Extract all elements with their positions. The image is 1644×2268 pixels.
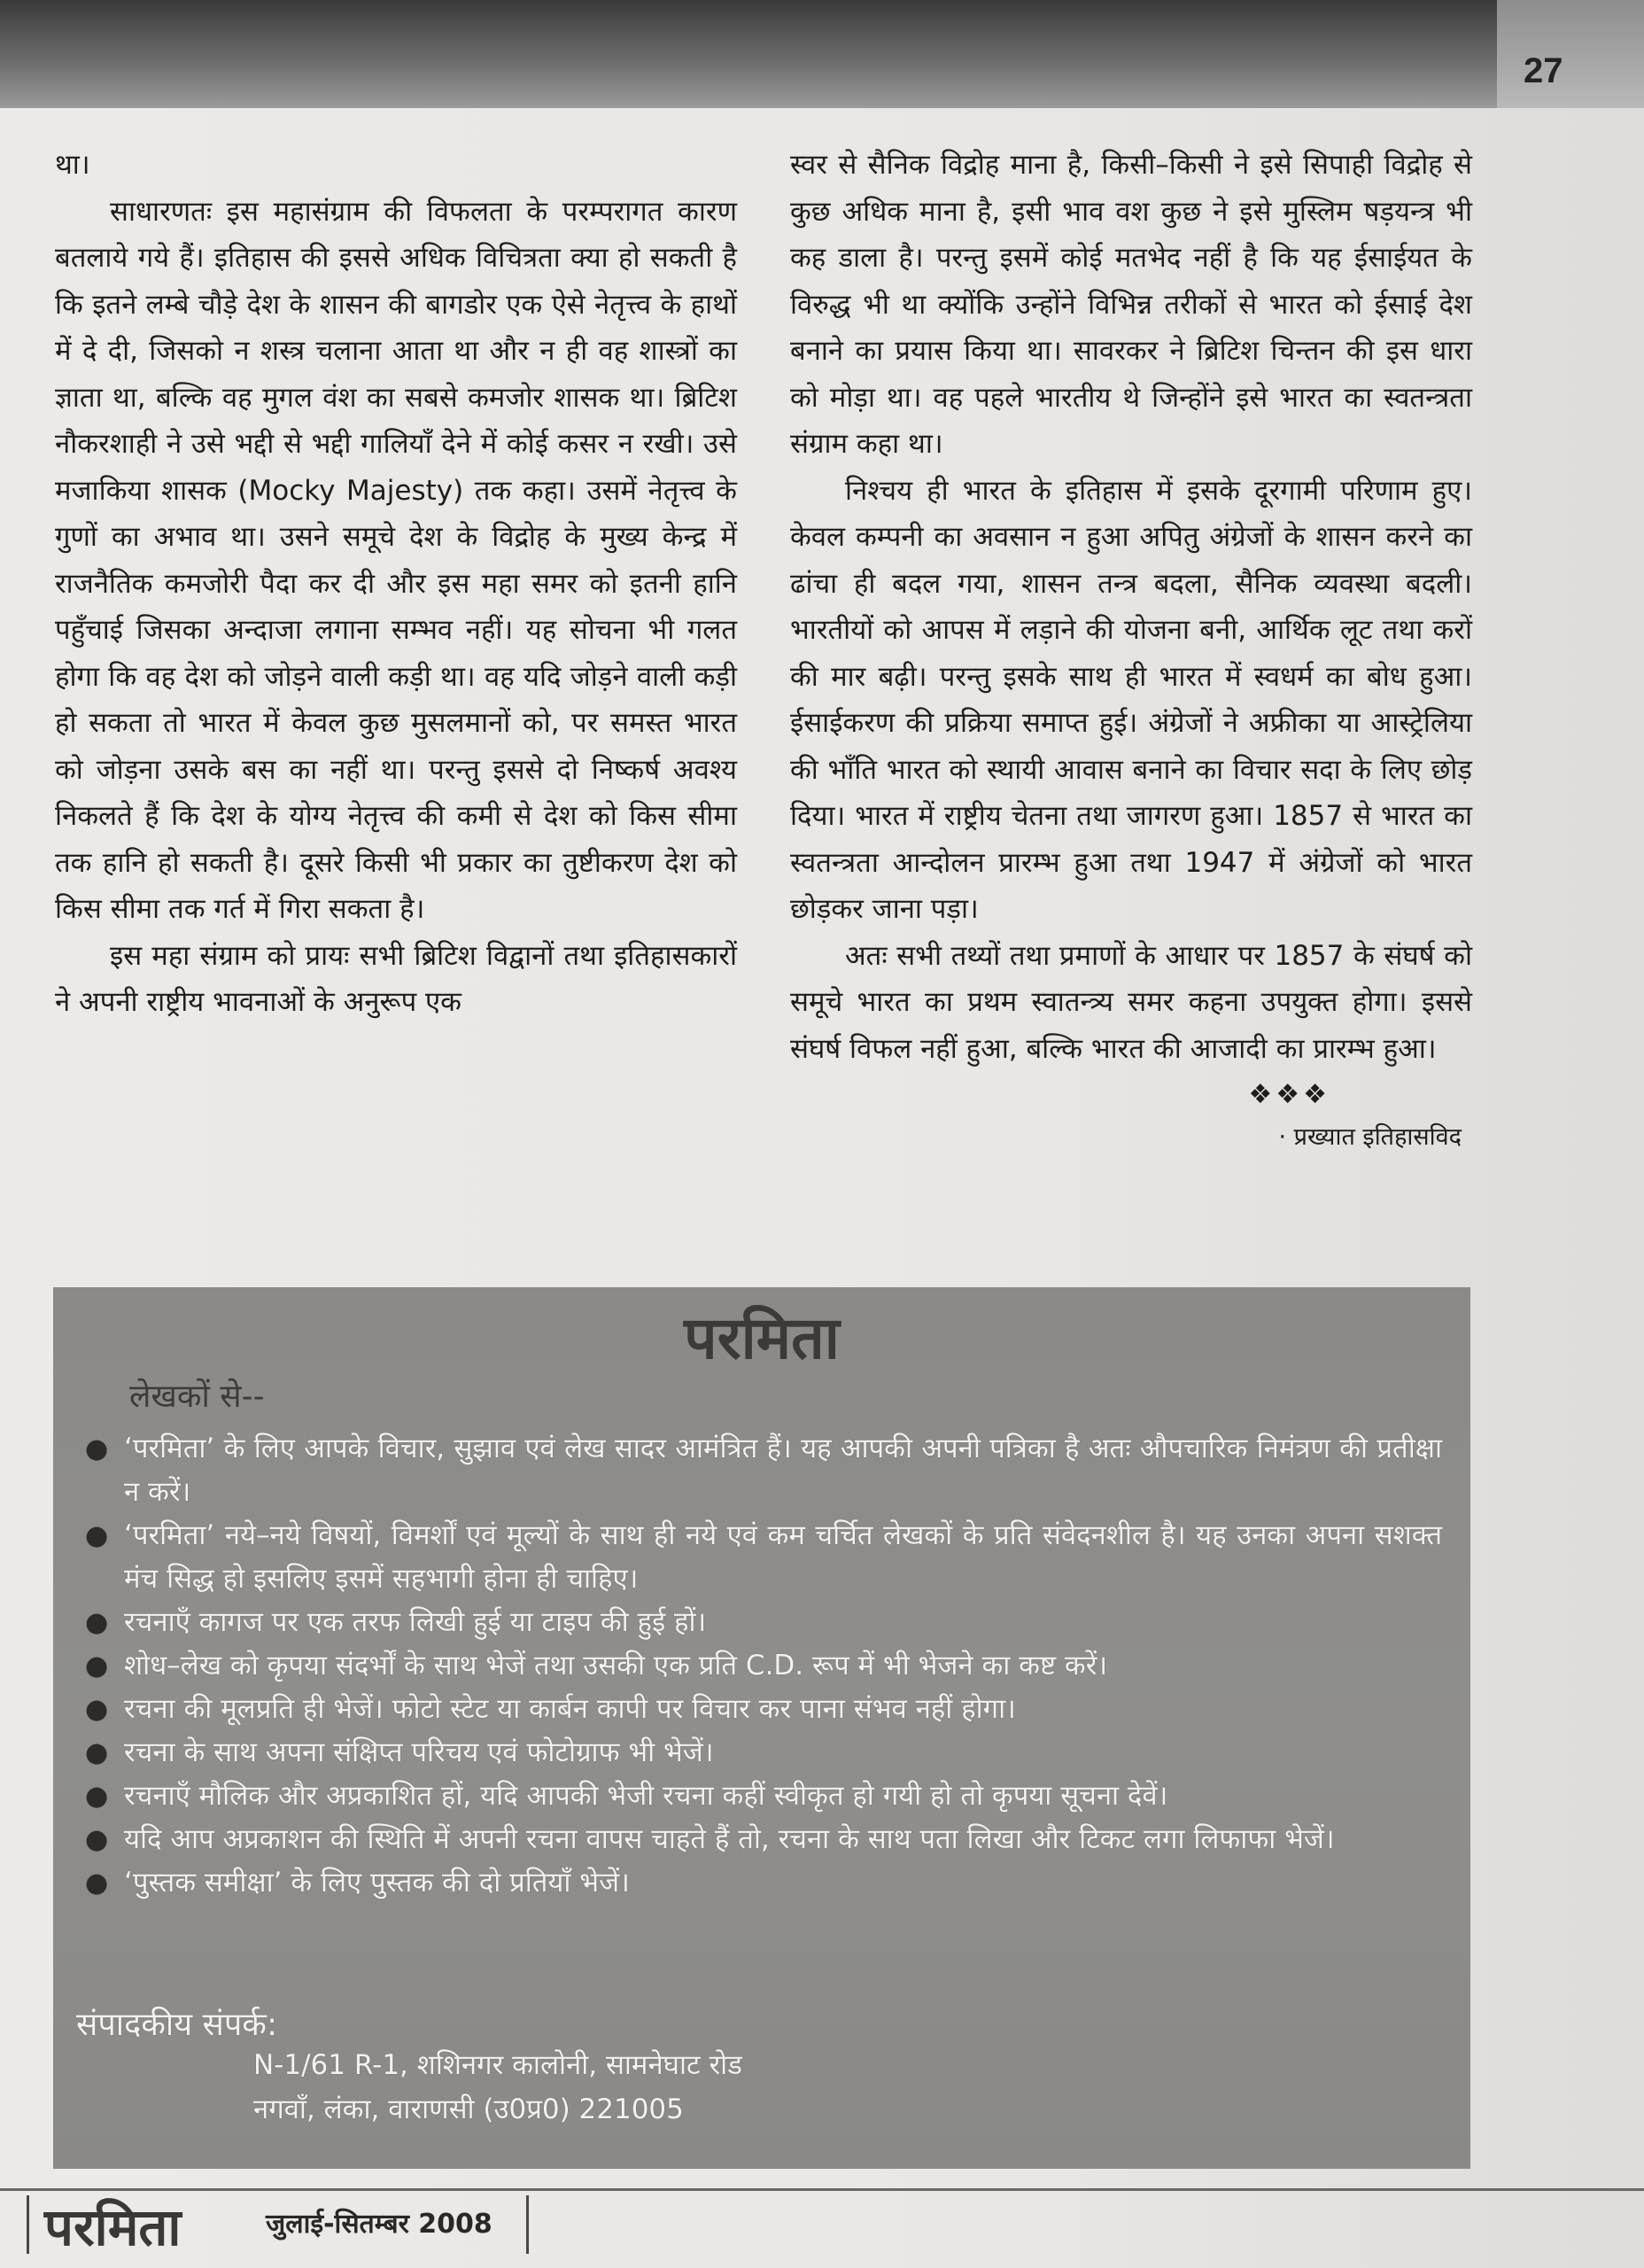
bullet-icon: ●	[85, 1824, 109, 1855]
bullet-icon: ●	[85, 1737, 109, 1768]
notice-subtitle: लेखकों से--	[129, 1379, 265, 1415]
article-left-column	[55, 142, 737, 1026]
bullet-icon: ●	[85, 1868, 109, 1899]
page-number-tab	[1497, 0, 1644, 108]
notice-title: परमिता	[684, 1303, 840, 1372]
call-for-submissions-box	[53, 1287, 1470, 2169]
author-attribution: · प्रख्यात इतिहासविद	[1278, 1123, 1462, 1151]
paragraph: साधारणतः इस महासंग्राम की विफलता के परम्परागत कारण बतलाये गये हैं। इतिहास की इससे अधिक विचित्रता क्या हो सकती है कि इतने लम्बे चौड़े देश के शासन की बागडोर एक ऐसे नेतृत्त्व के हाथों में दे दी, जिसको न शस्त्र चलाना आता था और न ही वह शास्त्रों का ज्ञाता था, बल्कि वह मुगल वंश का सबसे कमजोर शासक था। ब्रिटिश नौकरशाही ने उसे भद्दी से भद्दी गालियाँ देने में कोई कसर न रखी। उसे मजाकिया शासक (Mocky Majesty) तक कहा। उसमें नेतृत्त्व के गुणों का अभाव था। उसने समूचे देश के विद्रोह के मुख्य केन्द्र में राजनैतिक कमजोरी पैदा कर दी और इस महा समर को इतनी हानि पहुँचाई जिसका अन्दाजा लगाना सम्भव नहीं। यह सोचना भी गलत होगा कि वह देश को जोड़ने वाली कड़ी था। वह यदि जोड़ने वाली कड़ी हो सकता तो भारत में केवल कुछ मुसलमानों को, पर समस्त भारत को जोड़ना उसके बस का नहीं था। परन्तु इससे दो निष्कर्ष अवश्य निकलते हैं कि देश के योग्य नेतृत्त्व की कमी से देश को किस सीमा तक हानि हो सकती है। दूसरे किसी भी प्रकार का तुष्टीकरण देश को किस सीमा तक गर्त में गिरा सकता है।	[55, 195, 737, 925]
magazine-logo: परमिता	[44, 2197, 182, 2257]
paragraph-continuation: स्वर से सैनिक विद्रोह माना है, किसी–किसी ने इसे सिपाही विद्रोह से कुछ अधिक माना है, इसी भाव वश कुछ ने इसे मुस्लिम षड़यन्त्र भी कह डाला है। परन्तु इसमें कोई मतभेद नहीं है कि यह ईसाईयत के विरुद्ध भी था क्योंकि उन्होंने विभिन्न तरीकों से भारत को ईसाई देश बनाने का प्रयास किया था। सावरकर ने ब्रिटिश चिन्तन की इस धारा को मोड़ा था। वह पहले भारतीय थे जिन्होंने इसे भारत का स्वतन्त्रता संग्राम कहा था।	[790, 149, 1472, 460]
list-item: ● ‘परमिता’ के लिए आपके विचार, सुझाव एवं लेख सादर आमंत्रित हैं। यह आपकी अपनी पत्रिका है अतः औपचारिक निमंत्रण की प्रतीक्षा न करें।	[78, 1427, 1442, 1514]
bullet-icon: ●	[85, 1651, 109, 1682]
bullet-icon: ●	[85, 1433, 109, 1464]
bullet-icon: ●	[85, 1520, 109, 1551]
header-bar	[0, 0, 1497, 108]
paragraph-continuation: था।	[55, 149, 90, 181]
list-item: ● रचना की मूलप्रति ही भेजें। फोटो स्टेट या कार्बन कापी पर विचार कर पाना संभव नहीं होगा।	[78, 1688, 1442, 1731]
list-item: ● रचनाएँ मौलिक और अप्रकाशित हों, यदि आपकी भेजी रचना कहीं स्वीकृत हो गयी हो तो कृपया सूचना देवें।	[78, 1775, 1442, 1818]
list-item: ● ‘पुस्तक समीक्षा’ के लिए पुस्तक की दो प्रतियाँ भेजें।	[78, 1861, 1442, 1905]
footer-divider	[27, 2195, 29, 2254]
page-number: 27	[1524, 51, 1563, 90]
list-item: ● रचनाएँ कागज पर एक तरफ लिखी हुई या टाइप की हुई हों।	[78, 1601, 1442, 1644]
bullet-icon: ●	[85, 1694, 109, 1725]
paragraph: अतः सभी तथ्यों तथा प्रमाणों के आधार पर 1857 के संघर्ष को समूचे भारत का प्रथम स्वातन्त्र्य समर कहना उपयुक्त होगा। इससे संघर्ष विफल नहीं हुआ, बल्कि भारत की आजादी का प्रारम्भ हुआ।	[790, 939, 1472, 1065]
list-item: ● यदि आप अप्रकाशन की स्थिति में अपनी रचना वापस चाहते हैं तो, रचना के साथ पता लिखा और टिकट लगा लिफाफा भेजें।	[78, 1818, 1442, 1861]
footer-rule	[0, 2188, 1644, 2191]
paragraph: इस महा संग्राम को प्रायः सभी ब्रिटिश विद्वानों तथा इतिहासकारों ने अपनी राष्ट्रीय भावनाओं के अनुरूप एक	[55, 939, 737, 1018]
bullet-icon: ●	[85, 1607, 109, 1638]
guidelines-list	[78, 1427, 1442, 1905]
address-line: N-1/61 R-1, शशिनगर कालोनी, सामनेघाट रोड	[253, 2049, 742, 2081]
section-end-ornament: ❖❖❖	[1248, 1079, 1330, 1110]
issue-date: जुलाई-सितम्बर 2008	[266, 2209, 492, 2240]
footer-divider	[526, 2195, 529, 2254]
list-item: ● शोध–लेख को कृपया संदर्भों के साथ भेजें तथा उसकी एक प्रति C.D. रूप में भी भेजने का कष्ट करें।	[78, 1644, 1442, 1688]
address-line: नगवाँ, लंका, वाराणसी (उ0प्र0) 221005	[253, 2093, 684, 2125]
article-right-column	[790, 142, 1472, 1157]
editorial-contact-heading: संपादकीय संपर्क:	[76, 2007, 278, 2043]
bullet-icon: ●	[85, 1781, 109, 1812]
list-item: ● रचना के साथ अपना संक्षिप्त परिचय एवं फोटोग्राफ भी भेजें।	[78, 1731, 1442, 1775]
list-item: ● ‘परमिता’ नये–नये विषयों, विमर्शों एवं मूल्यों के साथ ही नये एवं कम चर्चित लेखकों के प्रति संवेदनशील है। यह उनका अपना सशक्त मंच सिद्ध हो इसलिए इसमें सहभागी होना ही चाहिए।	[78, 1514, 1442, 1601]
paragraph: निश्चय ही भारत के इतिहास में इसके दूरगामी परिणाम हुए। केवल कम्पनी का अवसान न हुआ अपितु अंग्रेजों के शासन करने का ढांचा ही बदल गया, शासन तन्त्र बदला, सैनिक व्यवस्था बदली। भारतीयों को आपस में लड़ाने की योजना बनी, आर्थिक लूट तथा करों की मार बढ़ी। परन्तु इसके साथ ही भारत में स्वधर्म का बोध हुआ। ईसाईकरण की प्रक्रिया समाप्त हुई। अंग्रेजों ने अफ्रीका या आस्ट्रेलिया की भाँति भारत को स्थायी आवास बनाने का विचार सदा के लिए छोड़ दिया। भारत में राष्ट्रीय चेतना तथा जागरण हुआ। 1857 से भारत का स्वतन्त्रता आन्दोलन प्रारम्भ हुआ तथा 1947 में अंग्रेजों को भारत छोड़कर जाना पड़ा।	[790, 474, 1472, 925]
